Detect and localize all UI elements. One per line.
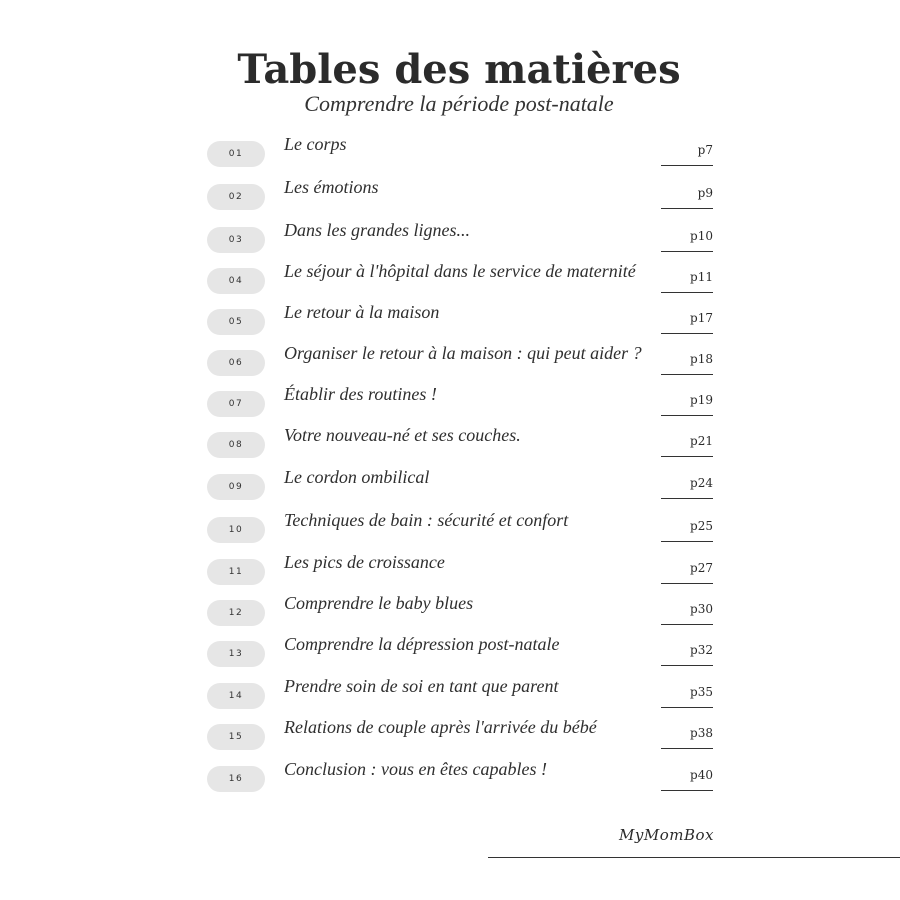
- chapter-title: Les émotions: [284, 177, 379, 197]
- chapter-number-badge: 08: [207, 432, 265, 458]
- toc-entry: [0, 134, 900, 181]
- chapter-title: Le retour à la maison: [284, 302, 440, 322]
- toc-entry: [0, 759, 900, 806]
- chapter-number-badge: 09: [207, 474, 265, 500]
- page-number: p21: [690, 434, 713, 448]
- chapter-title: Établir des routines !: [284, 384, 437, 404]
- chapter-title: Les pics de croissance: [284, 552, 445, 572]
- page-underline: [661, 748, 713, 749]
- page-number: p27: [690, 561, 713, 575]
- brand-signature: MyMomBox: [619, 826, 714, 844]
- page-number: p11: [690, 270, 713, 284]
- chapter-title: Dans les grandes lignes...: [284, 220, 470, 240]
- chapter-title: Le corps: [284, 134, 347, 154]
- page-number: p30: [690, 602, 713, 616]
- page-number: p17: [690, 311, 713, 325]
- chapter-number-badge: 07: [207, 391, 265, 417]
- page-underline: [661, 624, 713, 625]
- page-number: p9: [697, 186, 713, 200]
- chapter-number-badge: 05: [207, 309, 265, 335]
- page-number: p19: [690, 393, 713, 407]
- chapter-number-badge: 02: [207, 184, 265, 210]
- page-number: p7: [697, 143, 713, 157]
- page-number: p32: [690, 643, 713, 657]
- page-underline: [661, 374, 713, 375]
- chapter-title: Le séjour à l'hôpital dans le service de maternité: [284, 261, 636, 281]
- chapter-title: Comprendre la dépression post-natale: [284, 634, 560, 654]
- chapter-title: Votre nouveau-né et ses couches.: [284, 425, 521, 445]
- chapter-number-badge: 04: [207, 268, 265, 294]
- page-subtitle: Comprendre la période post-natale: [304, 91, 614, 116]
- chapter-number-badge: 12: [207, 600, 265, 626]
- page-number: p10: [690, 229, 713, 243]
- page-underline: [661, 333, 713, 334]
- chapter-title: Relations de couple après l'arrivée du bébé: [284, 717, 597, 737]
- toc-entry: [0, 510, 900, 557]
- page-underline: [661, 165, 713, 166]
- toc-entry: [0, 634, 900, 681]
- chapter-title: Conclusion : vous en êtes capables !: [284, 759, 547, 779]
- chapter-title: Organiser le retour à la maison : qui peut aider ?: [284, 343, 642, 363]
- footer-divider: [488, 857, 900, 858]
- chapter-number-badge: 13: [207, 641, 265, 667]
- page-underline: [661, 707, 713, 708]
- toc-entry: [0, 343, 900, 390]
- page-number: p24: [690, 476, 713, 490]
- chapter-title: Comprendre le baby blues: [284, 593, 474, 613]
- page-underline: [661, 208, 713, 209]
- chapter-number-badge: 15: [207, 724, 265, 750]
- toc-entry: [0, 467, 900, 514]
- page-underline: [661, 415, 713, 416]
- chapter-title: Techniques de bain : sécurité et confort: [284, 510, 569, 530]
- chapter-number-badge: 11: [207, 559, 265, 585]
- toc-entry: [0, 261, 900, 308]
- page-underline: [661, 292, 713, 293]
- chapter-number-badge: 06: [207, 350, 265, 376]
- chapter-title: Prendre soin de soi en tant que parent: [284, 676, 559, 696]
- page-number: p40: [690, 768, 713, 782]
- page-number: p25: [690, 519, 713, 533]
- page-title: Tables des matières: [237, 46, 681, 93]
- page-underline: [661, 665, 713, 666]
- chapter-number-badge: 14: [207, 683, 265, 709]
- page-underline: [661, 541, 713, 542]
- toc-entry: [0, 425, 900, 472]
- page-number: p18: [690, 352, 713, 366]
- page-underline: [661, 790, 713, 791]
- chapter-number-badge: 01: [207, 141, 265, 167]
- chapter-title: Le cordon ombilical: [284, 467, 430, 487]
- page-number: p35: [690, 685, 713, 699]
- chapter-number-badge: 16: [207, 766, 265, 792]
- toc-entry: [0, 717, 900, 764]
- toc-entry: [0, 177, 900, 224]
- page-number: p38: [690, 726, 713, 740]
- page-underline: [661, 498, 713, 499]
- page-underline: [661, 583, 713, 584]
- chapter-number-badge: 03: [207, 227, 265, 253]
- page-underline: [661, 251, 713, 252]
- page-underline: [661, 456, 713, 457]
- chapter-number-badge: 10: [207, 517, 265, 543]
